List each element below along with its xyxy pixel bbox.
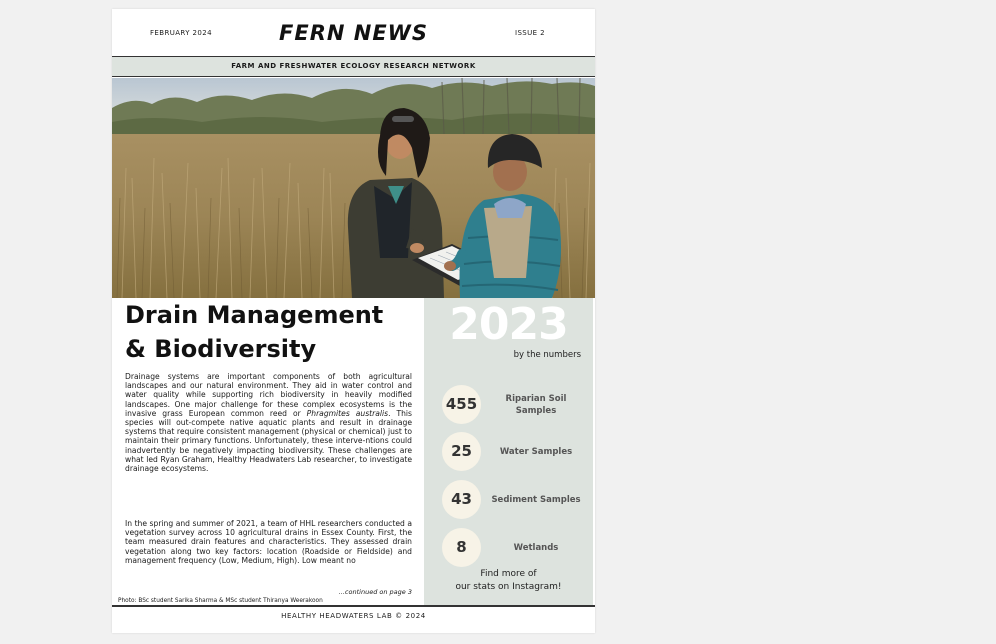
species-name: Phragmites australis bbox=[306, 408, 389, 418]
network-banner: FARM AND FRESHWATER ECOLOGY RESEARCH NETWORK bbox=[112, 56, 595, 77]
article-paragraph-1 bbox=[125, 372, 412, 473]
stats-sidebar bbox=[424, 298, 593, 605]
stat-riparian-soil-samples bbox=[424, 385, 593, 425]
callout-line-2: our stats on Instagram! bbox=[455, 582, 562, 592]
cover-photo bbox=[112, 78, 595, 298]
stat-label: Wetlands bbox=[513, 542, 559, 553]
article-paragraph-2: In the spring and summer of 2021, a team of HHL researchers conducted a vegetation survey across 10 agricultural drains in Essex County. First, the team measured drain features and characteristics. They assessed drain vegetation along two key factors: location (Roadside or Fieldside) and management frequency (Low, Medium, High). Low meant no bbox=[125, 519, 412, 565]
headline-line-1: Drain Management bbox=[125, 301, 384, 329]
stat-value: 25 bbox=[442, 432, 481, 471]
stat-label: Sediment Samples bbox=[491, 494, 581, 505]
stat-label: Riparian Soil Samples bbox=[505, 393, 567, 416]
issue-date: FEBRUARY 2024 bbox=[150, 29, 212, 37]
continued-link[interactable]: ...continued on page 3 bbox=[338, 588, 412, 596]
issue-number: ISSUE 2 bbox=[515, 29, 545, 37]
paragraph-1-text-b: . This species will out-compete native aquatic plants and result in drainage systems that require consistent management (physical or chemical) just to maintain their primary functions. Unfortunately, these interve-ntions could inadvertently be negatively impacting biodiversity. These challenges are what led Ryan Graham, Healthy Headwaters Lab researcher, to investigate drainage ecosystems. bbox=[125, 408, 412, 474]
photo-credit: Photo: BSc student Sarika Sharma & MSc student Thiranya Weerakoon bbox=[118, 598, 323, 604]
page-footer: HEALTHY HEADWATERS LAB © 2024 bbox=[281, 612, 426, 620]
newsletter-title: FERN NEWS bbox=[279, 21, 428, 45]
stat-sediment-samples bbox=[424, 480, 593, 520]
stat-value: 43 bbox=[442, 480, 481, 519]
headline-line-2: & Biodiversity bbox=[125, 335, 317, 363]
stat-water-samples bbox=[424, 432, 593, 472]
stat-value: 455 bbox=[442, 385, 481, 424]
field-researchers-image bbox=[112, 78, 595, 298]
newsletter-page bbox=[112, 9, 595, 633]
paragraph-1-text-a: Drainage systems are important components of both agricultural landscapes and our natural environment. They aid in water control and water quality while supporting rich biodiversity in heavily modified landscapes. One major challenge for these complex ecosystems is the invasive grass European common reed or bbox=[125, 372, 412, 418]
callout-line-1: Find more of bbox=[480, 569, 537, 579]
masthead bbox=[112, 9, 595, 55]
stats-subtitle: by the numbers bbox=[513, 350, 581, 360]
article-headline bbox=[125, 298, 415, 366]
feature-article bbox=[112, 298, 424, 605]
stat-value: 8 bbox=[442, 528, 481, 567]
stat-wetlands bbox=[424, 528, 593, 568]
footer-divider bbox=[112, 605, 595, 607]
stat-label: Water Samples bbox=[499, 446, 573, 457]
instagram-callout[interactable] bbox=[424, 568, 593, 594]
stats-year: 2023 bbox=[449, 299, 568, 350]
